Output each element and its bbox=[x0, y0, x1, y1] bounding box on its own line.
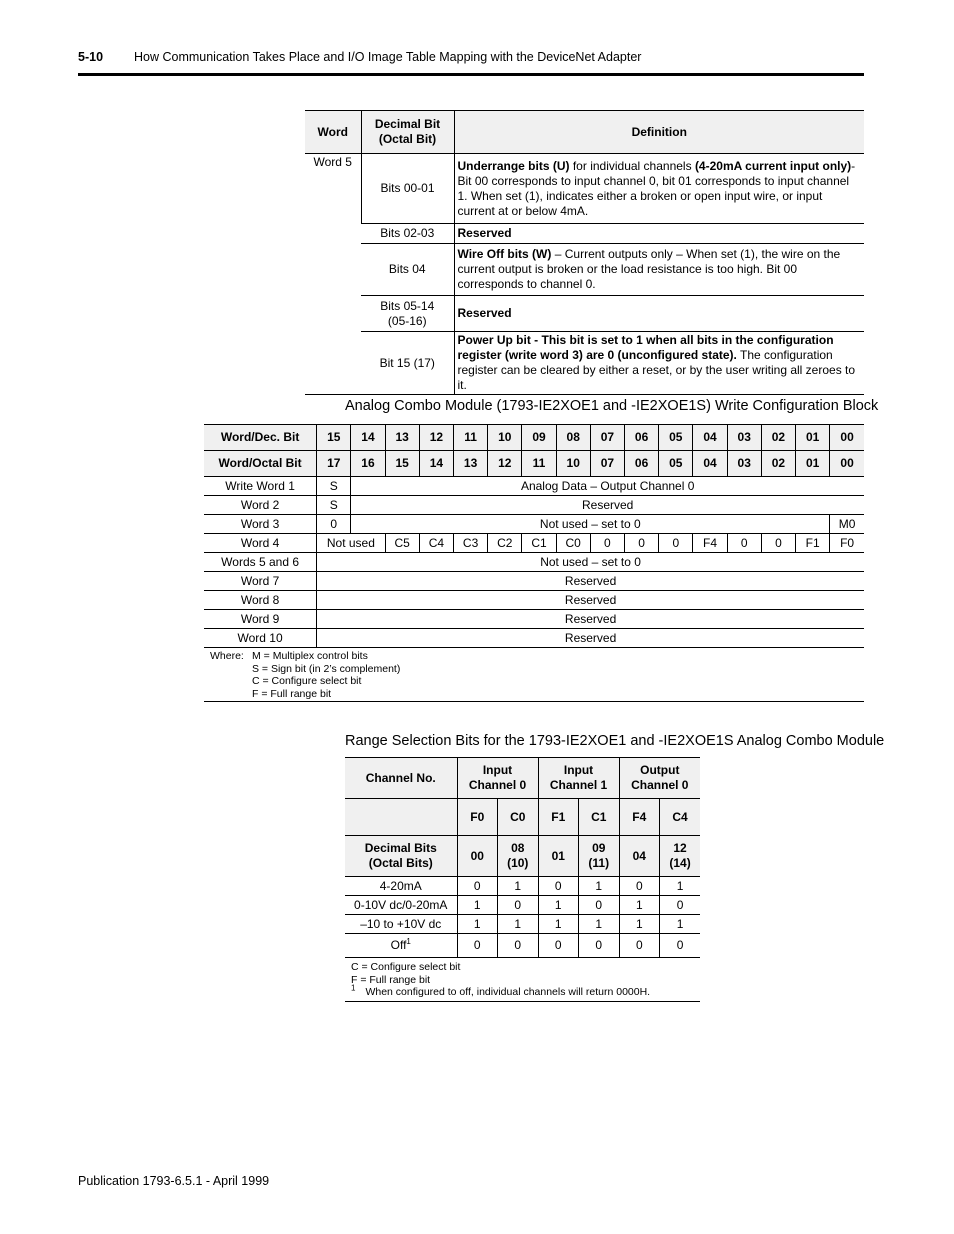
footnote-text: When configured to off, individual channels will return 0000H. bbox=[365, 986, 651, 998]
notes-row bbox=[345, 958, 700, 1002]
table-row bbox=[204, 534, 864, 553]
bit-header: 13 bbox=[453, 451, 487, 477]
value-cell: 0 bbox=[579, 934, 620, 958]
bit-header: 09 bbox=[522, 425, 556, 451]
value-cell: 1 bbox=[579, 915, 620, 934]
footnote-marker: 1 bbox=[406, 937, 411, 946]
page-number: 5-10 bbox=[78, 50, 104, 64]
definition-cell: Reserved bbox=[454, 224, 864, 244]
bit-cell: 0 bbox=[590, 534, 624, 553]
bit-header: 06 bbox=[625, 425, 659, 451]
span-cell: Not used – set to 0 bbox=[351, 515, 830, 534]
bit-header: 03 bbox=[727, 425, 761, 451]
bits-cell: Bits 05-14 (05-16) bbox=[361, 296, 454, 332]
bit-cell: 0 bbox=[317, 515, 351, 534]
empty-cell bbox=[345, 799, 457, 836]
group-header: Input Channel 0 bbox=[457, 758, 538, 799]
bit-header: 16 bbox=[351, 451, 385, 477]
row-label: Word 9 bbox=[204, 610, 317, 629]
row-label: Word 2 bbox=[204, 496, 317, 515]
bit-cell: 0 bbox=[727, 534, 761, 553]
bit-cell: F4 bbox=[693, 534, 727, 553]
table-row bbox=[204, 610, 864, 629]
value-cell: 0 bbox=[538, 877, 579, 896]
config-notes bbox=[204, 648, 864, 702]
bit-cell: 0 bbox=[761, 534, 795, 553]
row-label: Write Word 1 bbox=[204, 477, 317, 496]
bit-header: 05 bbox=[659, 425, 693, 451]
bits-cell: Bits 02-03 bbox=[361, 224, 454, 244]
table-row bbox=[204, 591, 864, 610]
value-cell: 0 bbox=[498, 896, 539, 915]
bit-header: 11 bbox=[522, 451, 556, 477]
row-label: Words 5 and 6 bbox=[204, 553, 317, 572]
bit-number-row bbox=[345, 836, 700, 877]
bit-header: 00 bbox=[830, 451, 864, 477]
bit-name: F4 bbox=[619, 799, 660, 836]
span-cell: Reserved bbox=[351, 496, 864, 515]
bit-cell: C1 bbox=[522, 534, 556, 553]
span-cell: Analog Data – Output Channel 0 bbox=[351, 477, 864, 496]
table-row bbox=[305, 154, 864, 224]
header-title: How Communication Takes Place and I/O Image Table Mapping with the DeviceNet Adapter bbox=[134, 50, 642, 64]
decimal-bit-row bbox=[204, 425, 864, 451]
footnote-line bbox=[351, 983, 694, 999]
bit-header: 01 bbox=[796, 425, 830, 451]
span-cell: Reserved bbox=[317, 572, 864, 591]
value-cell: 0 bbox=[660, 934, 701, 958]
group-header: Output Channel 0 bbox=[619, 758, 700, 799]
bit-cell: C2 bbox=[488, 534, 522, 553]
bit-header: 12 bbox=[419, 425, 453, 451]
table-row bbox=[305, 244, 864, 296]
channel-label: Channel No. bbox=[345, 758, 457, 799]
bit-header: 10 bbox=[488, 425, 522, 451]
bit-header: 14 bbox=[419, 451, 453, 477]
bit-cell: C5 bbox=[385, 534, 419, 553]
bit-header: 07 bbox=[590, 451, 624, 477]
bit-header: 02 bbox=[761, 425, 795, 451]
bit-name: C4 bbox=[660, 799, 701, 836]
bit-header: 05 bbox=[659, 451, 693, 477]
value-cell: 1 bbox=[619, 915, 660, 934]
bit-cell: 0 bbox=[625, 534, 659, 553]
bit-number: 12 (14) bbox=[660, 836, 701, 877]
value-cell: 0 bbox=[538, 934, 579, 958]
value-cell: 0 bbox=[457, 934, 498, 958]
group-header: Input Channel 1 bbox=[538, 758, 619, 799]
table-row bbox=[305, 332, 864, 395]
bits-cell: Bits 04 bbox=[361, 244, 454, 296]
value-cell: 1 bbox=[498, 915, 539, 934]
bit-cell: 0 bbox=[659, 534, 693, 553]
bit-header: 11 bbox=[453, 425, 487, 451]
bit-name: C0 bbox=[498, 799, 539, 836]
range-label: Off$^1$ bbox=[345, 934, 457, 958]
bit-cell: S bbox=[317, 477, 351, 496]
bit-header: 04 bbox=[693, 451, 727, 477]
definition-cell: Power Up bit - This bit is set to 1 when all bits in the configuration register (write word 3) are 0 (unconfigured state). The configuration register can be cleared by either a reset, or by the user writing all zeroes to it. bbox=[454, 332, 864, 395]
range-table-caption: Range Selection Bits for the 1793-IE2XOE1 and -IE2XOE1S Analog Combo Module bbox=[345, 733, 885, 749]
range-notes bbox=[345, 958, 700, 1002]
bit-cell: C3 bbox=[453, 534, 487, 553]
row-label: Word 10 bbox=[204, 629, 317, 648]
definition-cell: Wire Off bits (W) – Current outputs only – When set (1), the wire on the current output is broken or the load resistance is too high. Bit 00 corresponds to channel 0. bbox=[454, 244, 864, 296]
note-line: C = Configure select bit bbox=[252, 675, 362, 687]
note-line: S = Sign bit (in 2’s complement) bbox=[252, 662, 401, 675]
bit-header: 01 bbox=[796, 451, 830, 477]
row-label: Word 3 bbox=[204, 515, 317, 534]
bit-name: F1 bbox=[538, 799, 579, 836]
bit-cell: C4 bbox=[419, 534, 453, 553]
bit-number: 04 bbox=[619, 836, 660, 877]
bit-header: 02 bbox=[761, 451, 795, 477]
value-cell: 0 bbox=[660, 896, 701, 915]
word-cell: Word 5 bbox=[305, 154, 361, 395]
span-cell: Reserved bbox=[317, 591, 864, 610]
bit-name: F0 bbox=[457, 799, 498, 836]
bits-label: Decimal Bits (Octal Bits) bbox=[345, 836, 457, 877]
bits-cell: Bits 00-01 bbox=[361, 154, 454, 224]
value-cell: 1 bbox=[538, 915, 579, 934]
row-label: Word/Dec. Bit bbox=[204, 425, 317, 451]
note-line: M = Multiplex control bits bbox=[252, 650, 368, 662]
group-header-row bbox=[345, 758, 700, 799]
value-cell: 0 bbox=[619, 877, 660, 896]
bit-number: 01 bbox=[538, 836, 579, 877]
bit-header: 17 bbox=[317, 451, 351, 477]
bit-cell: S bbox=[317, 496, 351, 515]
span-cell: Reserved bbox=[317, 610, 864, 629]
table-row bbox=[345, 934, 700, 958]
note-line: F = Full range bit bbox=[252, 687, 332, 700]
value-cell: 1 bbox=[619, 896, 660, 915]
bit-name: C1 bbox=[579, 799, 620, 836]
notes-row bbox=[204, 648, 864, 702]
value-cell: 1 bbox=[457, 896, 498, 915]
bit-header: 15 bbox=[385, 451, 419, 477]
range-label: 0-10V dc/0-20mA bbox=[345, 896, 457, 915]
publication-footer: Publication 1793-6.5.1 - April 1999 bbox=[78, 1174, 270, 1188]
page-header bbox=[78, 50, 864, 76]
bit-cell: M0 bbox=[830, 515, 864, 534]
bit-header: 03 bbox=[727, 451, 761, 477]
bit-header: 15 bbox=[317, 425, 351, 451]
row-label: Word/Octal Bit bbox=[204, 451, 317, 477]
bit-header: 08 bbox=[556, 425, 590, 451]
table-row bbox=[204, 553, 864, 572]
table-row bbox=[204, 629, 864, 648]
row-label: Word 7 bbox=[204, 572, 317, 591]
bit-cell: F0 bbox=[830, 534, 864, 553]
span-cell: Not used bbox=[317, 534, 385, 553]
span-cell: Not used – set to 0 bbox=[317, 553, 864, 572]
table-row bbox=[345, 915, 700, 934]
column-header-bit: Decimal Bit (Octal Bit) bbox=[361, 111, 454, 154]
table-row bbox=[305, 296, 864, 332]
bit-header: 04 bbox=[693, 425, 727, 451]
bit-header: 14 bbox=[351, 425, 385, 451]
value-cell: 1 bbox=[498, 877, 539, 896]
bit-header: 00 bbox=[830, 425, 864, 451]
bit-name-row bbox=[345, 799, 700, 836]
value-cell: 0 bbox=[579, 896, 620, 915]
value-cell: 0 bbox=[498, 934, 539, 958]
span-cell: Reserved bbox=[317, 629, 864, 648]
config-block-caption: Analog Combo Module (1793-IE2XOE1 and -IE2XOE1S) Write Configuration Block bbox=[345, 398, 879, 414]
value-cell: 1 bbox=[457, 915, 498, 934]
value-cell: 0 bbox=[619, 934, 660, 958]
table-row bbox=[345, 877, 700, 896]
octal-bit-row bbox=[204, 451, 864, 477]
word5-table bbox=[305, 110, 864, 395]
note-line: C = Configure select bit bbox=[351, 961, 461, 973]
column-header-definition: Definition bbox=[454, 111, 864, 154]
table-header-row bbox=[305, 111, 864, 154]
row-label: Word 4 bbox=[204, 534, 317, 553]
value-cell: 1 bbox=[579, 877, 620, 896]
value-cell: 1 bbox=[660, 877, 701, 896]
definition-cell: Underrange bits (U) for individual channels (4-20mA current input only)- Bit 00 corresponds to input channel 0, bit 01 corresponds to input channel 1. When set (1), indicates either a broken or open input wire, or input current at or below 4mA. bbox=[454, 154, 864, 224]
footnote-mark: 1 bbox=[351, 983, 356, 993]
value-cell: 1 bbox=[538, 896, 579, 915]
bit-header: 10 bbox=[556, 451, 590, 477]
value-cell: 1 bbox=[660, 915, 701, 934]
value-cell: 0 bbox=[457, 877, 498, 896]
definition-cell: Reserved bbox=[454, 296, 864, 332]
bit-number: 09 (11) bbox=[579, 836, 620, 877]
bit-cell: C0 bbox=[556, 534, 590, 553]
row-label: Word 8 bbox=[204, 591, 317, 610]
range-label: –10 to +10V dc bbox=[345, 915, 457, 934]
table-row bbox=[305, 224, 864, 244]
bit-cell: F1 bbox=[796, 534, 830, 553]
table-row bbox=[204, 572, 864, 591]
table-row bbox=[204, 515, 864, 534]
bits-cell: Bit 15 (17) bbox=[361, 332, 454, 395]
range-selection-table bbox=[345, 757, 700, 1002]
bit-number: 00 bbox=[457, 836, 498, 877]
bit-header: 12 bbox=[488, 451, 522, 477]
bit-header: 07 bbox=[590, 425, 624, 451]
note-line: F = Full range bit bbox=[351, 973, 431, 986]
note-where-label: Where: bbox=[210, 650, 244, 662]
table-row bbox=[204, 477, 864, 496]
range-label: 4-20mA bbox=[345, 877, 457, 896]
bit-header: 06 bbox=[625, 451, 659, 477]
config-block-table bbox=[204, 424, 864, 702]
table-row bbox=[204, 496, 864, 515]
bit-header: 13 bbox=[385, 425, 419, 451]
column-header-word: Word bbox=[305, 111, 361, 154]
table-row bbox=[345, 896, 700, 915]
bit-number: 08 (10) bbox=[498, 836, 539, 877]
